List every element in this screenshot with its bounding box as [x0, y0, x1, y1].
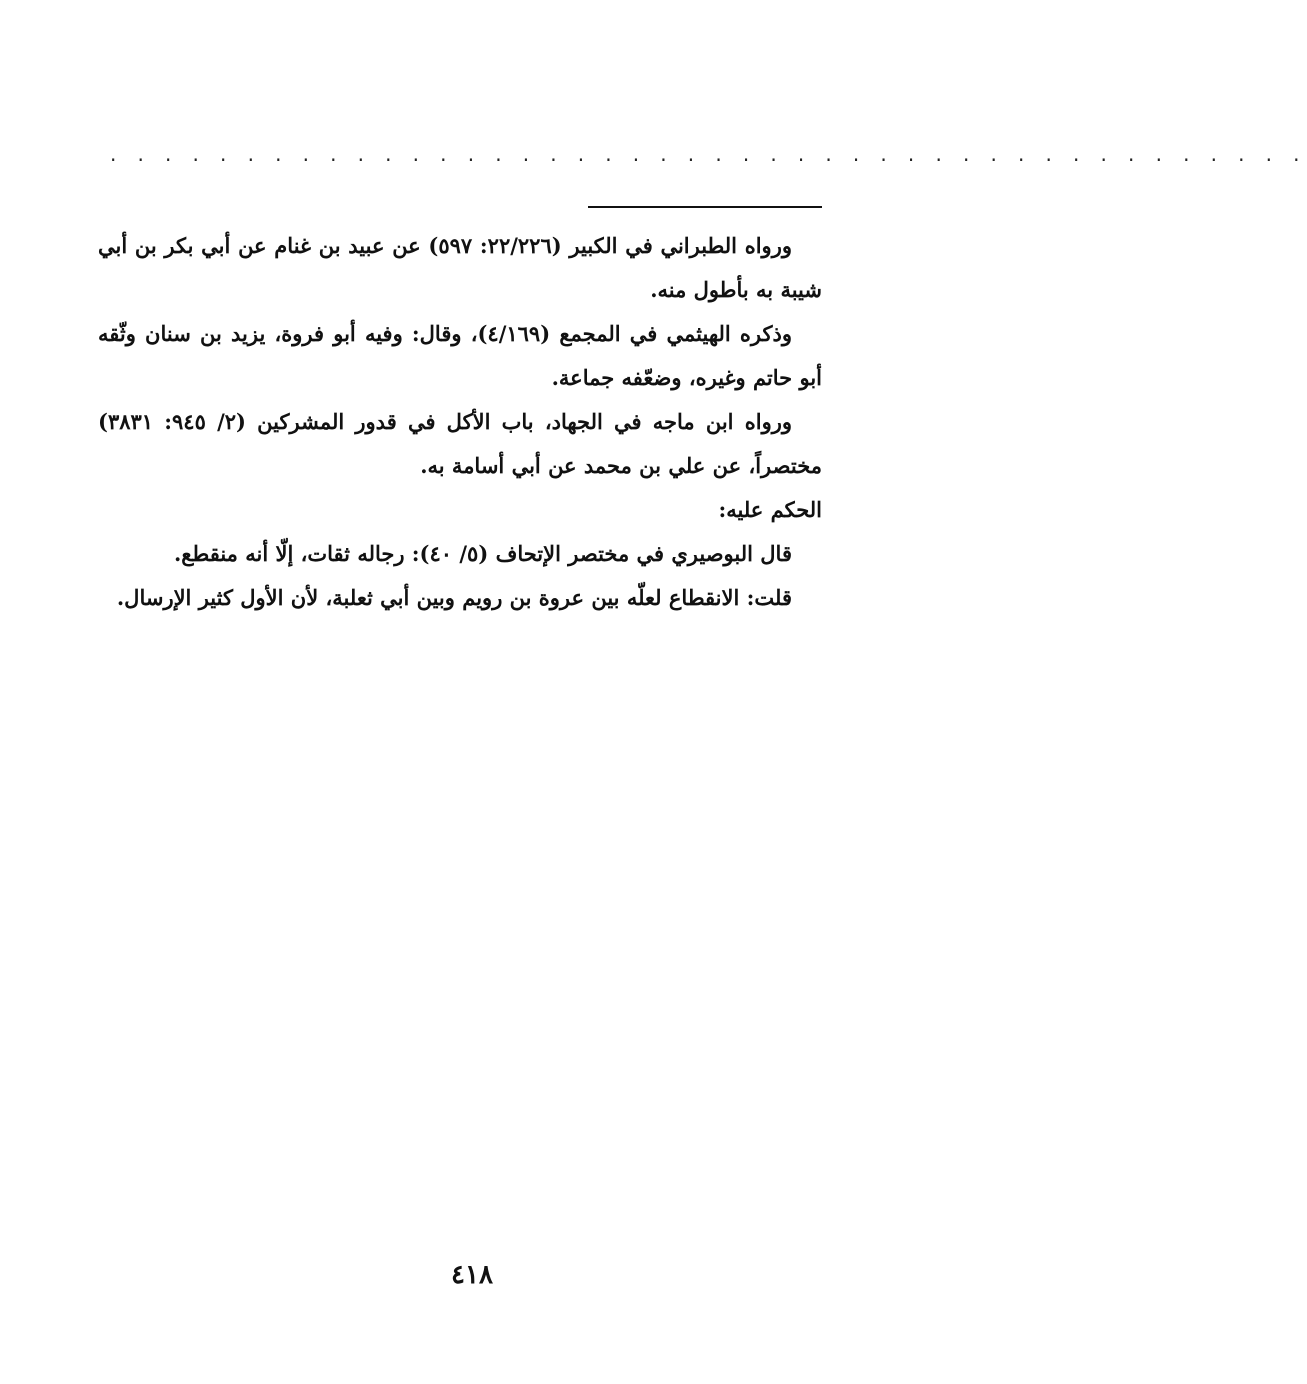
paragraph-haythami: وذكره الهيثمي في المجمع (٤/١٦٩)، وقال: وفيه أبو فروة، يزيد بن سنان وثّقه أبو حاتم وغيره، وضعّفه جماعة.	[98, 321, 822, 390]
paragraph-busiri: قال البوصيري في مختصر الإتحاف (٥/ ٤٠): رجاله ثقات، إلّا أنه منقطع.	[173, 541, 792, 566]
paragraph-author-note: قلت: الانقطاع لعلّه بين عروة بن رويم وبين أبي ثعلبة، لأن الأول كثير الإرسال.	[116, 585, 792, 610]
footnote-text-block	[98, 224, 822, 620]
paragraph-ibn-majah: ورواه ابن ماجه في الجهاد، باب الأكل في قدور المشركين (٢/ ٩٤٥: ٣٨٣١) مختصراً، عن علي بن محمد عن أبي أسامة به.	[98, 409, 822, 478]
page-number: ٤١٨	[451, 1260, 493, 1290]
footnote-rule	[588, 206, 822, 208]
paragraph-tabarani: ورواه الطبراني في الكبير (٢٢/٢٢٦: ٥٩٧) عن عبيد بن غنام عن أبي بكر بن أبي شيبة به بأطول منه.	[98, 233, 822, 302]
dotted-separator: . . . . . . . . . . . . . . . . . . . . . . . . . . . . . . . . . . . . . . . . . . . .	[110, 142, 1307, 166]
section-heading-ruling: الحكم عليه:	[718, 497, 822, 522]
